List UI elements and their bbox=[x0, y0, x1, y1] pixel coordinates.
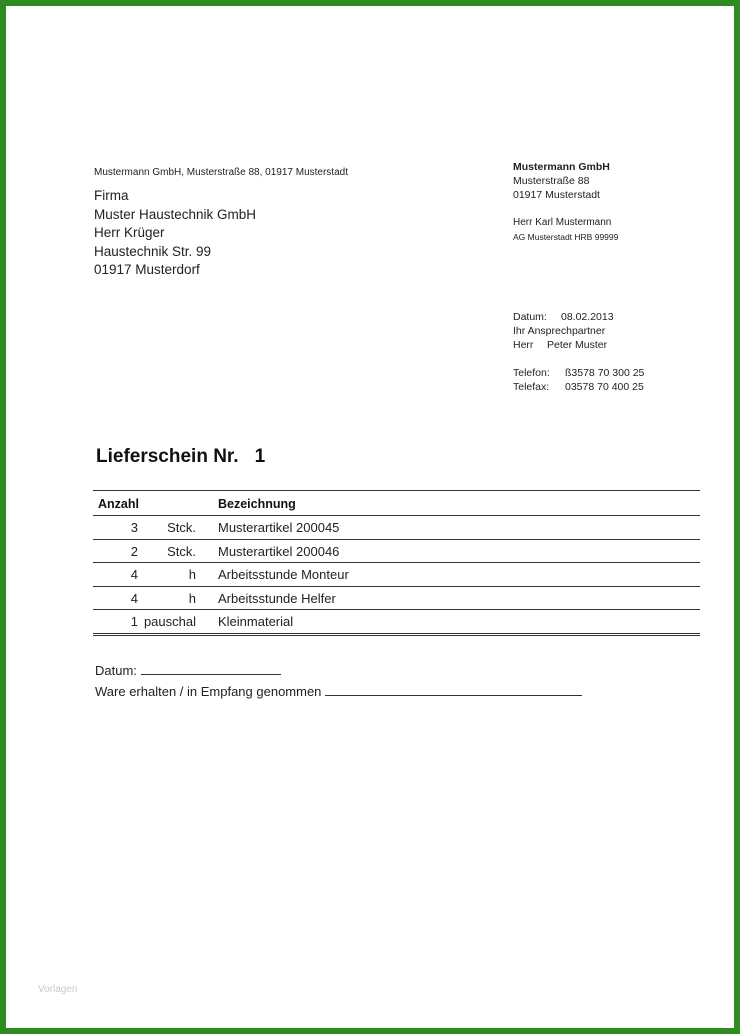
company-register: AG Musterstadt HRB 99999 bbox=[513, 232, 619, 242]
company-name: Mustermann GmbH bbox=[513, 161, 610, 173]
date-value: 08.02.2013 bbox=[561, 311, 614, 323]
row-desc: Musterartikel 200046 bbox=[218, 543, 340, 559]
company-street: Musterstraße 88 bbox=[513, 175, 590, 187]
table-row bbox=[93, 587, 700, 611]
row-qty: 3 bbox=[130, 520, 138, 535]
phone-label: Telefon: bbox=[513, 367, 550, 379]
row-unit: Stck. bbox=[167, 543, 196, 559]
company-city: 01917 Musterstadt bbox=[513, 189, 600, 201]
contact-heading: Ihr Ansprechpartner bbox=[513, 325, 606, 337]
row-qty: 4 bbox=[130, 590, 138, 606]
contact-salutation: Herr bbox=[513, 339, 534, 351]
table-row bbox=[93, 610, 700, 636]
row-desc: Kleinmaterial bbox=[218, 614, 294, 629]
row-unit: h bbox=[188, 590, 196, 606]
title-label: Lieferschein Nr. bbox=[96, 446, 239, 467]
footer-watermark: Vorlagen bbox=[38, 984, 78, 995]
signature-date-label: Datum: bbox=[95, 663, 137, 678]
header-desc: Bezeichnung bbox=[218, 497, 296, 511]
row-desc: Musterartikel 200045 bbox=[218, 520, 340, 535]
company-person: Herr Karl Mustermann bbox=[513, 217, 612, 228]
sender-return-address: Mustermann GmbH, Musterstraße 88, 01917 Musterstadt bbox=[94, 167, 348, 178]
recipient-line: Firma bbox=[94, 188, 129, 203]
document-meta bbox=[513, 310, 644, 394]
recipient-address bbox=[94, 187, 256, 280]
contact-name: Peter Muster bbox=[547, 339, 608, 351]
received-label: Ware erhalten / in Empfang genommen bbox=[95, 684, 322, 699]
document-title bbox=[96, 446, 265, 468]
company-contact bbox=[513, 216, 618, 244]
table-row bbox=[93, 563, 700, 587]
fax-value: 03578 70 400 25 bbox=[565, 381, 644, 393]
row-qty: 2 bbox=[130, 543, 138, 559]
phone-value: ß3578 70 300 25 bbox=[565, 367, 645, 379]
row-unit: h bbox=[188, 567, 196, 582]
title-number: 1 bbox=[254, 446, 266, 467]
fax-label: Telefax: bbox=[513, 381, 550, 393]
signature-received bbox=[95, 683, 582, 699]
table-header bbox=[93, 491, 700, 516]
signature-date bbox=[95, 662, 281, 678]
row-unit: Stck. bbox=[167, 520, 196, 535]
row-desc: Arbeitsstunde Helfer bbox=[218, 590, 336, 606]
recipient-line: Haustechnik Str. 99 bbox=[94, 243, 212, 259]
date-signature-line bbox=[141, 662, 281, 675]
table-row bbox=[93, 540, 700, 564]
table-row bbox=[93, 516, 700, 540]
row-qty: 4 bbox=[130, 567, 138, 582]
recipient-line: Muster Haustechnik GmbH bbox=[94, 206, 257, 222]
recipient-line: Herr Krüger bbox=[94, 225, 165, 240]
recipient-line: 01917 Musterdorf bbox=[94, 262, 200, 277]
header-qty: Anzahl bbox=[98, 497, 139, 511]
received-signature-line bbox=[325, 683, 582, 696]
row-qty: 1 bbox=[130, 614, 138, 629]
delivery-table bbox=[93, 490, 700, 636]
row-unit: pauschal bbox=[143, 614, 196, 629]
company-block bbox=[513, 160, 610, 202]
row-desc: Arbeitsstunde Monteur bbox=[218, 567, 349, 582]
date-label: Datum: bbox=[513, 311, 547, 323]
